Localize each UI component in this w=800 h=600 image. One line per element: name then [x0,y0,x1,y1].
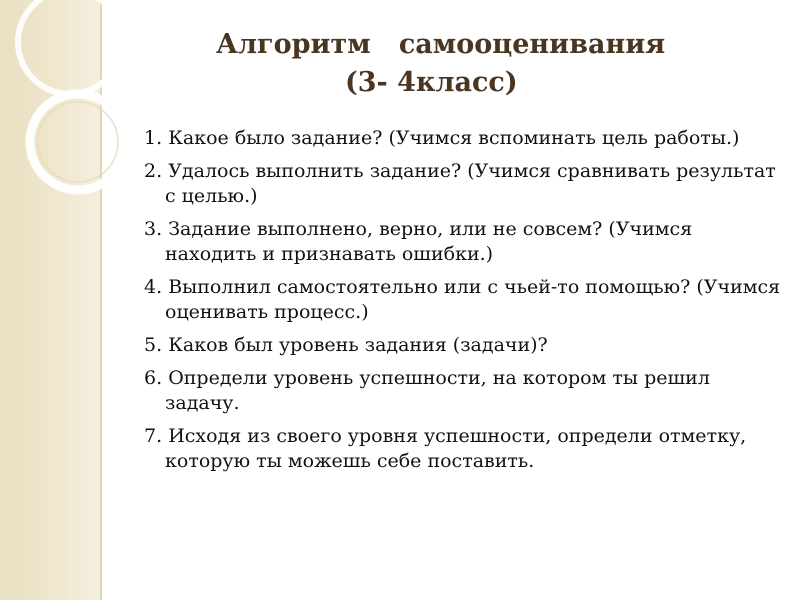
item-number: 3. [144,218,163,240]
upper-ring [18,0,122,94]
item-number: 2. [144,160,163,182]
algorithm-steps-list [144,126,784,482]
item-text: Исходя из своего уровня успешности, определи отметку, которую ты можешь себе поставить. [165,425,747,472]
item-text: Удалось выполнить задание? (Учимся сравнивать результат с целью.) [165,160,776,207]
item-text: Выполнил самостоятельно или с чьей-то помощью? (Учимся оценивать процесс.) [165,276,781,323]
list-item [144,333,784,358]
list-item [144,126,784,151]
item-text: Каков был уровень задания (задачи)? [168,334,548,356]
item-number: 7. [144,425,163,447]
item-number: 1. [144,127,163,149]
list-item [144,366,784,416]
item-number: 6. [144,367,163,389]
lower-ring-inner [38,102,118,182]
list-item [144,159,784,209]
item-text: Определи уровень успешности, на котором ты решил задачу. [165,367,710,414]
item-text: Задание выполнено, верно, или не совсем? (Учимся находить и признавать ошибки.) [165,218,693,265]
decorative-rings [0,0,140,260]
lower-ring [30,94,126,190]
list-item [144,217,784,267]
item-text: Какое было задание? (Учимся вспоминать цель работы.) [168,127,740,149]
item-number: 4. [144,276,163,298]
slide-title [120,26,790,102]
item-number: 5. [144,334,163,356]
list-item [144,275,784,325]
title-line-1: Алгоритм самооценивания [216,29,666,60]
title-line-2: (3- 4класс) [345,67,518,98]
list-item [144,424,784,474]
